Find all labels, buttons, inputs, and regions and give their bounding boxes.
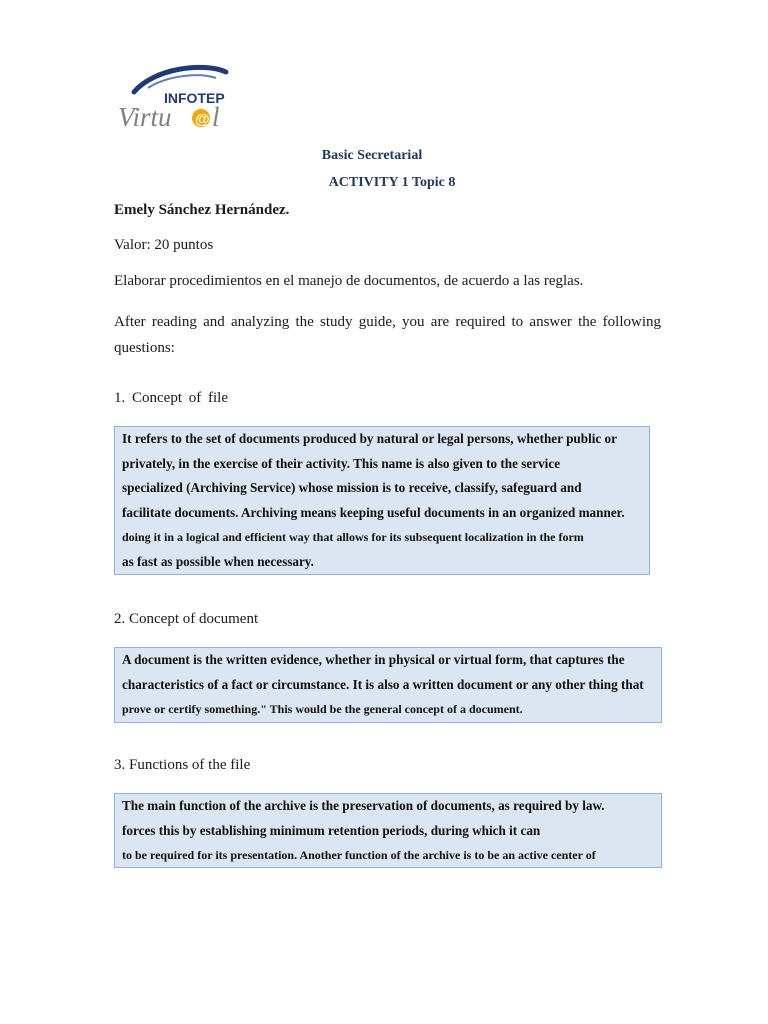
infotep-virtual-logo — [114, 62, 238, 132]
instructions-text: After reading and analyzing the study guide, you are required to answer the following questions: — [114, 314, 661, 356]
question-1-title: 1. Concept of file — [114, 390, 228, 406]
answer-3-box — [114, 793, 662, 868]
svg-text:@: @ — [195, 111, 210, 128]
svg-text:l: l — [212, 102, 220, 132]
intro-text: Elaborar procedimientos en el manejo de documentos, de acuerdo a las reglas. — [114, 273, 584, 289]
activity-title: ACTIVITY 1 Topic 8 — [328, 175, 456, 190]
answer-line: characteristics of a fact or circumstance. It is also a written document or any other thing that — [122, 676, 644, 692]
answer-line: as fast as possible when necessary. — [122, 553, 314, 569]
student-name: Emely Sánchez Hernández. — [114, 202, 290, 218]
answer-line: prove or certify something." This would be the general concept of a document. — [122, 702, 523, 716]
answer-line: The main function of the archive is the preservation of documents, as required by law. — [122, 798, 605, 813]
value-points: Valor: 20 puntos — [114, 237, 214, 253]
question-3-title: 3. Functions of the file — [114, 757, 251, 773]
logo-brand-text: INFOTEP — [164, 90, 225, 106]
answer-line: A document is the written evidence, whether in physical or virtual form, that captures the — [122, 652, 625, 667]
answer-line: privately, in the exercise of their activity. This name is also given to the service — [122, 455, 561, 471]
answer-line: facilitate documents. Archiving means keeping useful documents in an organized manner. — [122, 504, 625, 520]
answer-line: It refers to the set of documents produced by natural or legal persons, whether public or — [122, 431, 618, 446]
course-title: Basic Secretarial — [321, 148, 423, 163]
answer-line: doing it in a logical and efficient way that allows for its subsequent localization in the form — [122, 530, 584, 544]
answer-line: to be required for its presentation. Another function of the archive is to be an active center of — [122, 848, 596, 862]
answer-line: specialized (Archiving Service) whose mission is to receive, classify, safeguard and — [122, 480, 582, 495]
answer-2-box — [114, 647, 662, 723]
question-2-title: 2. Concept of document — [114, 611, 259, 627]
answer-1-box — [114, 426, 650, 575]
answer-line: forces this by establishing minimum retention periods, during which it can — [122, 822, 541, 838]
logo-sub-text: Virtu — [118, 102, 172, 132]
